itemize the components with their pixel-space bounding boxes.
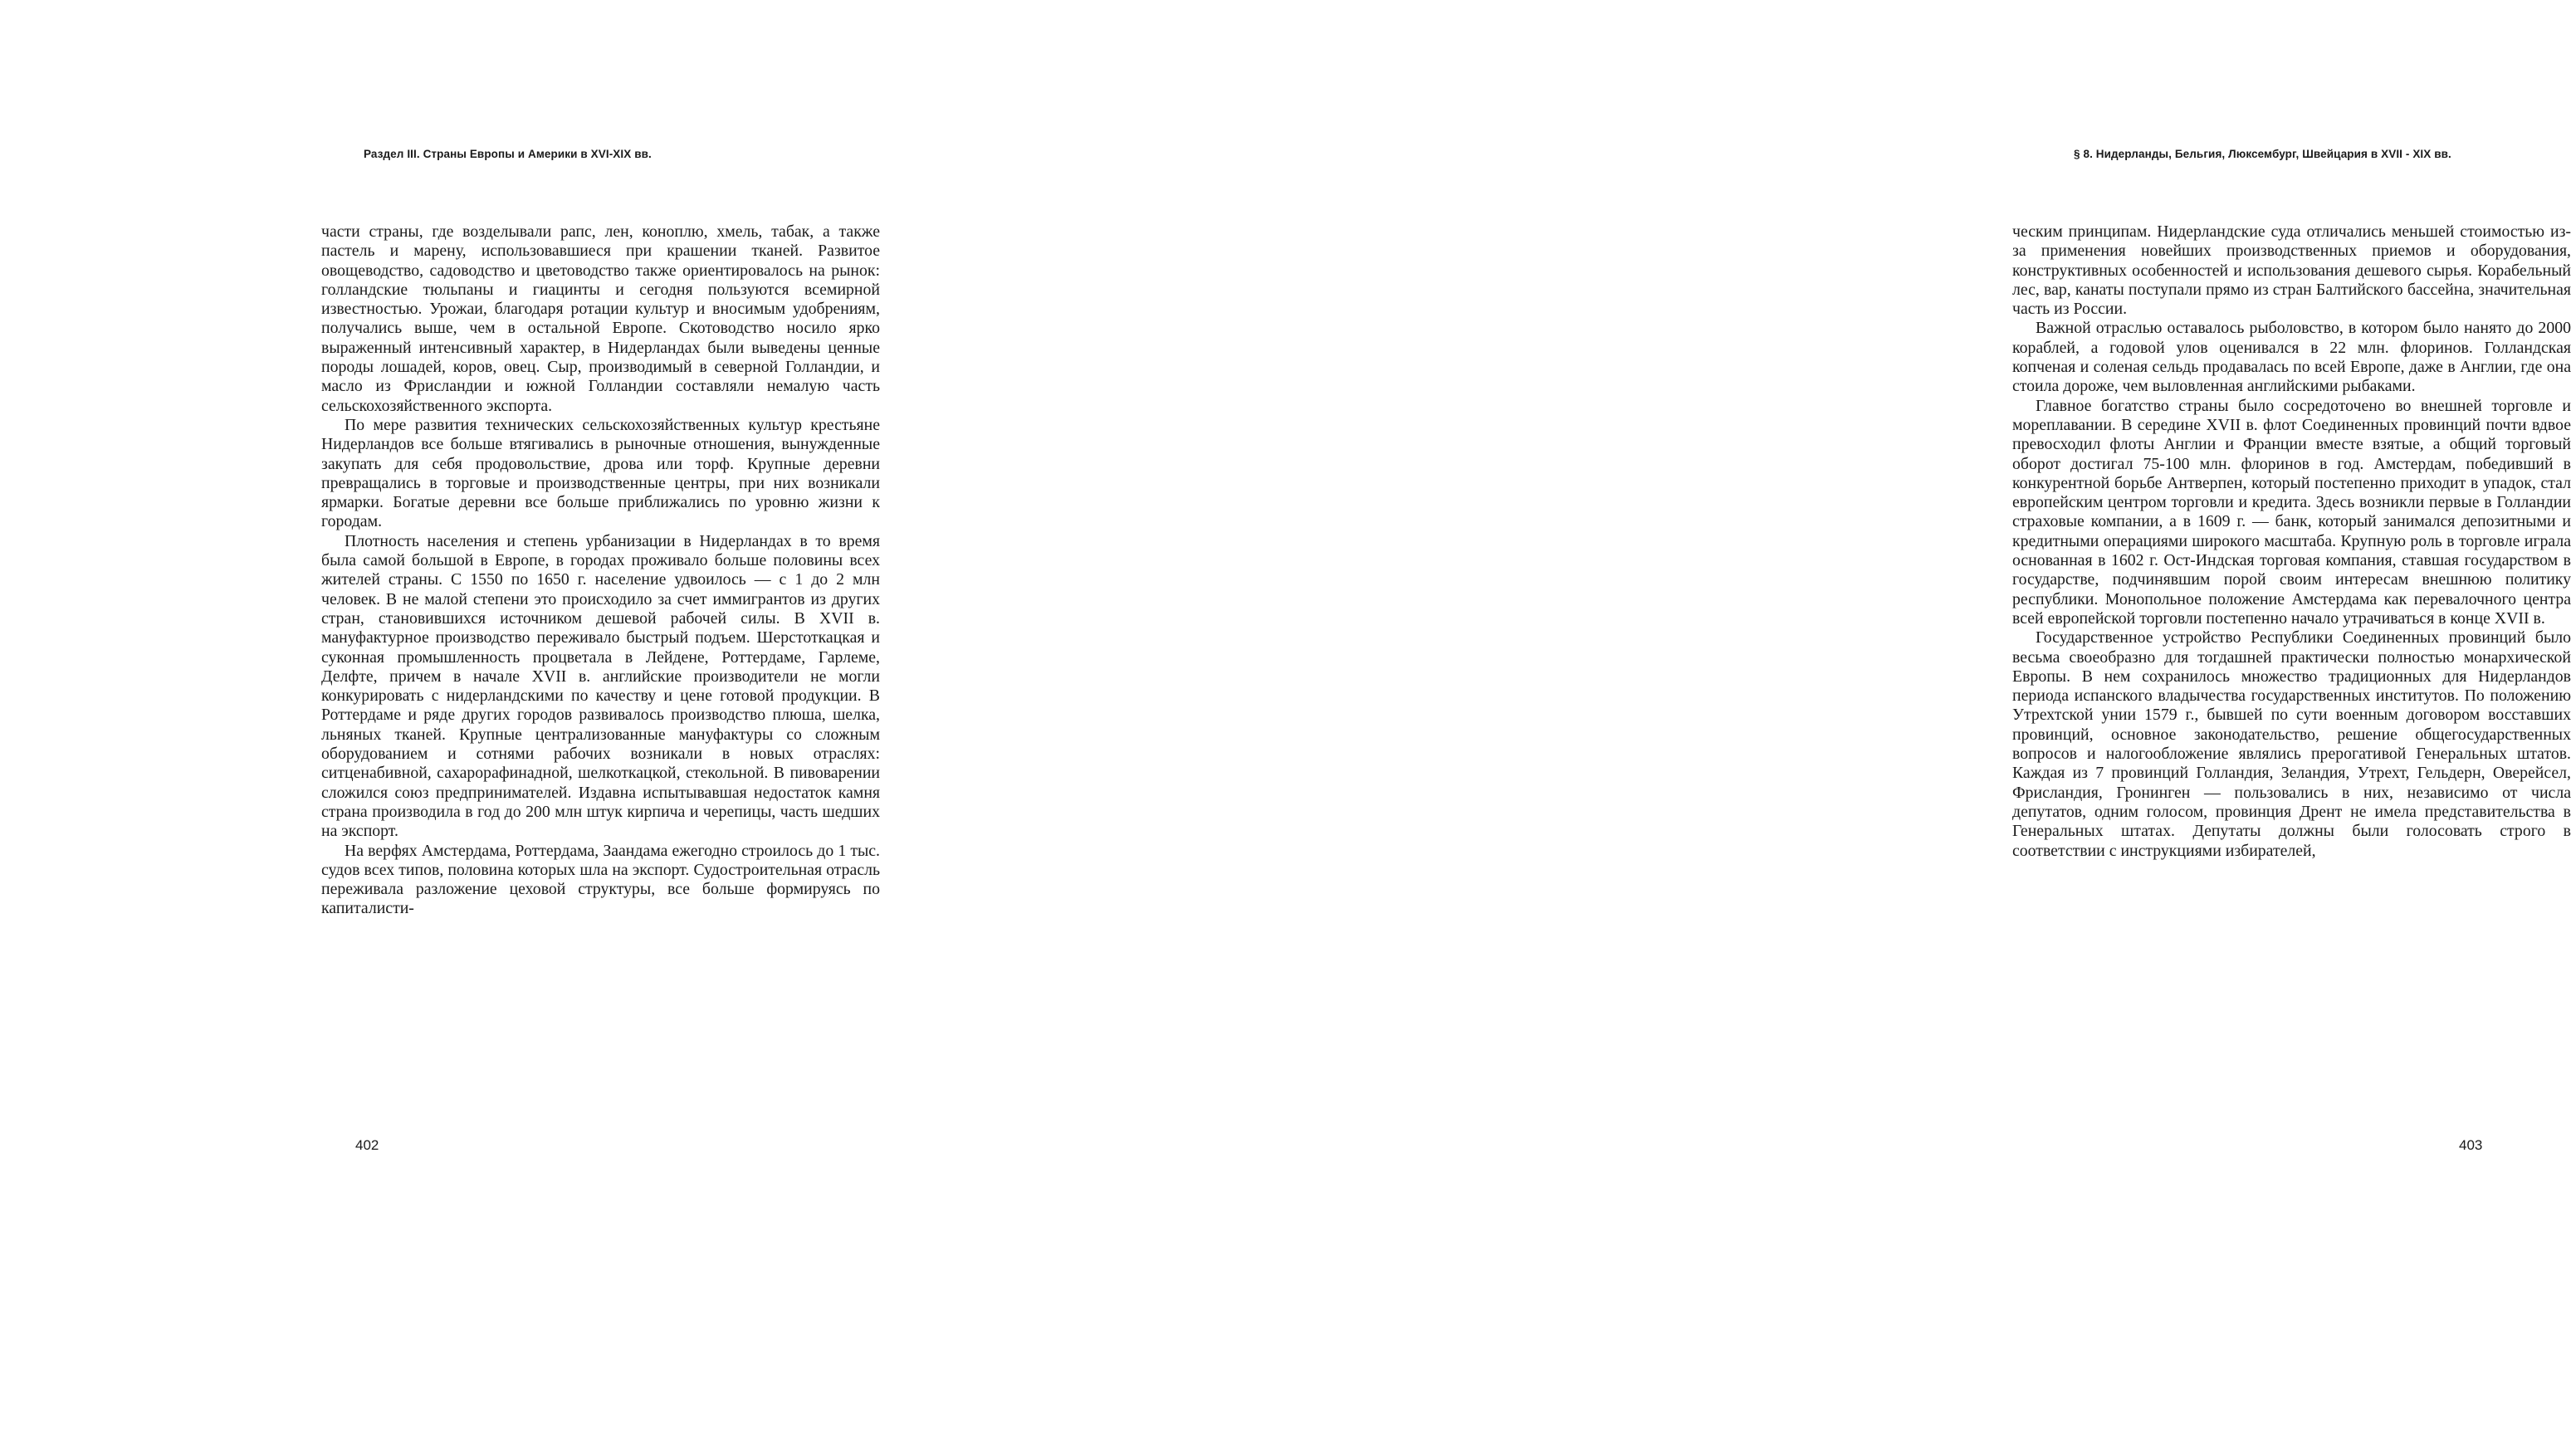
right-running-head: § 8. Нидерланды, Бельгия, Люксембург, Швейцария в XVII - XIX вв. [2074,148,2451,160]
right-page-number: 403 [2459,1137,2483,1153]
left-running-head: Раздел III. Страны Европы и Америки в XVI-XIX вв. [364,148,652,160]
right-paragraph-1: ческим принципам. Нидерландские суда отличались меньшей стоимостью из-за применения новейших производственных приемов и оборудования, конструктивных особенностей и использования дешевого сырья. Корабельный лес, вар, канаты поступали прямо из стран Балтийского бассейна, значительная часть из России. [2012,222,2571,319]
right-page [1029,0,2571,1456]
left-paragraph-3: Плотность населения и степень урбанизации в Нидерландах в то время была самой большой в Европе, в городах проживало больше половины всех жителей страны. С 1550 по 1650 г. население удвоилось — с 1 до 2 млн человек. В не малой степени это происходило за счет иммигрантов из других стран, становившихся источником дешевой рабочей силы. В XVII в. мануфактурное производство переживало быстрый подъем. Шерстоткацкая и суконная промышленность процветала в Лейдене, Роттердаме, Гарлеме, Делфте, причем в начале XVII в. английские производители не могли конкурировать с нидерландскими по качеству и цене готовой продукции. В Роттердаме и ряде других городов развивалось производство плюша, шелка, льняных тканей. Крупные централизованные мануфактуры со сложным оборудованием и сотнями рабочих возникали в новых отраслях: ситценабивной, сахарорафинадной, шелкоткацкой, стекольной. В пивоварении сложился союз предпринимателей. Издавна испытывавшая недостаток камня страна производила в год до 200 млн штук кирпича и черепицы, часть шедших на экспорт. [321,531,880,841]
right-text-block [2012,222,2571,861]
left-page [0,0,1029,1456]
left-page-number: 402 [355,1137,379,1153]
right-paragraph-4: Государственное устройство Республики Соединенных провинций было весьма своеобразно для тогдашней практически полностью монархической Европы. В нем сохранилось множество традиционных для Нидерландов периода испанского владычества государственных институтов. По положению Утрехтской унии 1579 г., бывшей по сути военным договором восставших провинций, основное законодательство, решение общегосударственных вопросов и налогообложение являлись прерогативой Генеральных штатов. Каждая из 7 провинций Голландия, Зеландия, Утрехт, Гельдерн, Оверейсел, Фрисландия, Гронинген — пользовались в них, независимо от числа депутатов, одним голосом, провинция Дрент не имела представительства в Генеральных штатах. Депутаты должны были голосовать строго в соответствии с инструкциями избирателей, [2012,628,2571,860]
left-paragraph-2: По мере развития технических сельскохозяйственных культур крестьяне Нидерландов все больше втягивались в рыночные отношения, вынужденные закупать для себя продовольствие, дрова или торф. Крупные деревни превращались в торговые и производственные центры, при них возникали ярмарки. Богатые деревни все больше приближались по уровню жизни к городам. [321,415,880,531]
right-paragraph-2: Важной отраслью оставалось рыболовство, в котором было нанято до 2000 кораблей, а годовой улов оценивался в 22 млн. флоринов. Голландская копченая и соленая сельдь продавалась по всей Европе, даже в Англии, где она стоила дороже, чем выловленная английскими рыбаками. [2012,319,2571,396]
right-paragraph-3: Главное богатство страны было сосредоточено во внешней торговле и мореплавании. В середине XVII в. флот Соединенных провинций почти вдвое превосходил флоты Англии и Франции вместе взятые, а общий торговый оборот достигал 75-100 млн. флоринов в год. Амстердам, победивший в конкурентной борьбе Антверпен, который постепенно приходит в упадок, стал европейским центром торговли и кредита. Здесь возникли первые в Голландии страховые компании, а в 1609 г. — банк, который занимался депозитными и кредитными операциями широкого масштаба. Крупную роль в торговле играла основанная в 1602 г. Ост-Индская торговая компания, ставшая государством в государстве, подчинявшим порой своим интересам внешнюю политику республики. Монопольное положение Амстердама как перевалочного центра всей европейской торговли постепенно начало утрачиваться в конце XVII в. [2012,396,2571,628]
left-paragraph-1: части страны, где возделывали рапс, лен, коноплю, хмель, табак, а также пастель и марену, использовавшиеся при крашении тканей. Развитое овощеводство, садоводство и цветоводство также ориентировалось на рынок: голландские тюльпаны и гиацинты и сегодня пользуются всемирной известностью. Урожаи, благодаря ротации культур и вносимым удобрениям, получались выше, чем в остальной Европе. Скотоводство носило ярко выраженный интенсивный характер, в Нидерландах были выведены ценные породы лошадей, коров, овец. Сыр, производимый в северной Голландии, и масло из Фрисландии и южной Голландии составляли немалую часть сельскохозяйственного экспорта. [321,222,880,415]
left-paragraph-4: На верфях Амстердама, Роттердама, Заандама ежегодно строилось до 1 тыс. судов всех типов, половина которых шла на экспорт. Судостроительная отрасль переживала разложение цеховой структуры, все больше формируясь по капиталисти- [321,841,880,918]
left-text-block [321,222,880,919]
